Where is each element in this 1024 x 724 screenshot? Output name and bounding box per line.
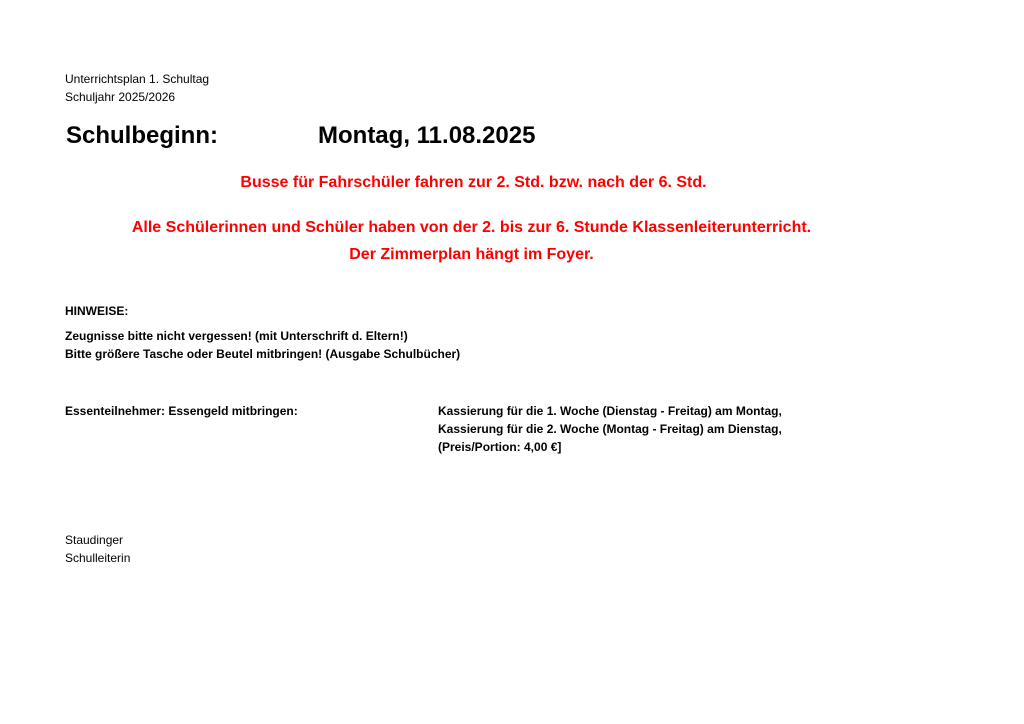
announcement-line-1: Alle Schülerinnen und Schüler haben von der 2. bis zur 6. Stunde Klassenleiterunterricht. — [131, 219, 812, 236]
payment-line: Kassierung für die 2. Woche (Montag - Freitag) am Dienstag, — [438, 422, 782, 436]
document-header-plan: Unterrichtsplan 1. Schultag — [65, 72, 210, 86]
bus-notice: Busse für Fahrschüler fahren zur 2. Std. bzw. nach der 6. Std. — [240, 174, 707, 191]
document-header-year: Schuljahr 2025/2026 — [65, 90, 176, 104]
meal-participants-label: Essenteilnehmer: Essengeld mitbringen: — [65, 404, 298, 418]
signature-role: Schulleiterin — [65, 551, 131, 565]
announcement-line-2: Der Zimmerplan hängt im Foyer. — [349, 246, 594, 263]
note-item: Bitte größere Tasche oder Beutel mitbringen! (Ausgabe Schulbücher) — [65, 347, 461, 361]
notes-heading: HINWEISE: — [65, 304, 129, 318]
page-title-date: Montag, 11.08.2025 — [318, 122, 536, 149]
page-title-label: Schulbeginn: — [66, 122, 218, 149]
payment-line: (Preis/Portion: 4,00 €] — [438, 440, 562, 454]
note-item: Zeugnisse bitte nicht vergessen! (mit Unterschrift d. Eltern!) — [65, 329, 408, 343]
payment-line: Kassierung für die 1. Woche (Dienstag - Freitag) am Montag, — [438, 404, 782, 418]
signature-name: Staudinger — [65, 533, 124, 547]
